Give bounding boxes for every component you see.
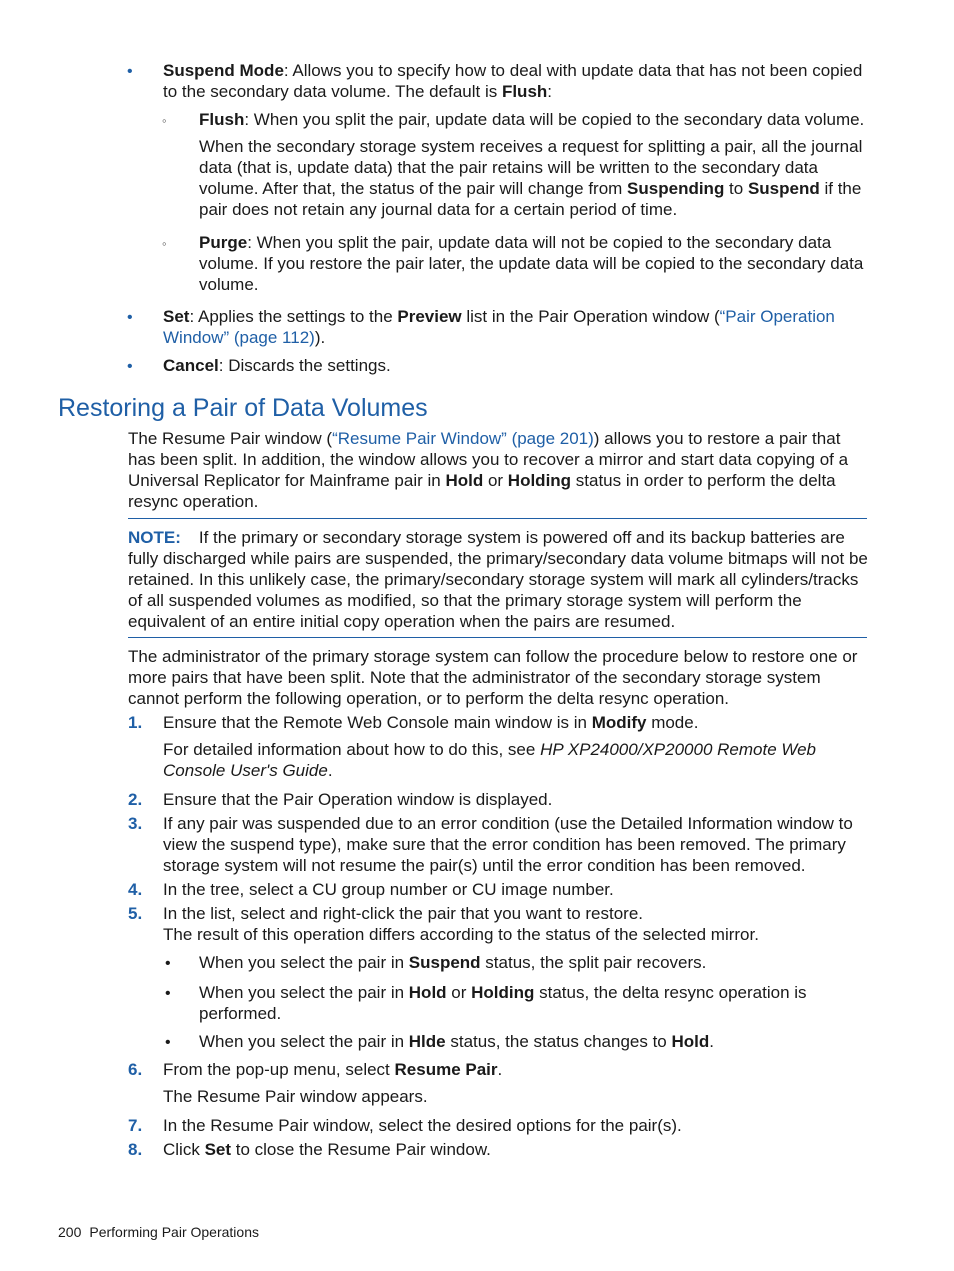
bullet-icon: • (127, 309, 133, 326)
cancel-item: Cancel: Discards the settings. (163, 356, 391, 375)
note-top-rule (128, 518, 867, 519)
step-4: In the tree, select a CU group number or CU image number. (163, 880, 614, 899)
flush-detail: When the secondary storage system receives a request for splitting a pair, all the journal data (that is, update data) that the pair retains will be written to the secondary data volume. After that, the status of the pair will change from Suspending to Suspend if the pair does not retain any journal data for a certain period of time. (199, 137, 863, 219)
procedure-intro: The administrator of the primary storage system can follow the procedure below to restore one or more pairs that have been split. Note that the administrator of the secondary storage system cannot perform the following operation, or to perform the delta resync operation. (128, 647, 858, 708)
circle-bullet-icon: ◦ (162, 113, 167, 128)
step-1-detail: For detailed information about how to do this, see HP XP24000/XP20000 Remote Web Console User's Guide. (163, 740, 817, 780)
set-item: Set: Applies the settings to the Preview list in the Pair Operation window (“Pair Operation Window” (page 112)). (163, 307, 835, 347)
term-suspend-mode: Suspend Mode (163, 61, 284, 80)
step-5-detail: The result of this operation differs according to the status of the selected mirror. (163, 925, 759, 944)
step-number: 5. (128, 904, 143, 923)
bullet-icon: • (165, 955, 171, 972)
step-number: 7. (128, 1116, 143, 1135)
bullet-icon: • (165, 1034, 171, 1051)
flush-item: Flush: When you split the pair, update data will be copied to the secondary data volume. (199, 110, 865, 129)
footer-section-name: Performing Pair Operations (89, 1224, 259, 1240)
page-footer (58, 1223, 259, 1241)
step-2: Ensure that the Pair Operation window is displayed. (163, 790, 553, 809)
guide-title: HP XP24000/XP20000 Remote Web Console User's Guide (163, 740, 817, 780)
link-resume-pair-window[interactable]: “Resume Pair Window” (page 201) (332, 429, 594, 448)
step-number: 1. (128, 713, 143, 732)
step-5: In the list, select and right-click the pair that you want to restore. (163, 904, 644, 923)
link-pair-operation-window[interactable]: “Pair Operation Window” (page 112) (163, 307, 835, 347)
step-7: In the Resume Pair window, select the desired options for the pair(s). (163, 1116, 682, 1135)
step-5-bullet-suspend: When you select the pair in Suspend status, the split pair recovers. (199, 953, 707, 972)
step-number: 8. (128, 1140, 143, 1159)
step-3: If any pair was suspended due to an error condition (use the Detailed Information window to view the suspend type), make sure that the error condition has been removed. The primary storage system will not resume the pair(s) until the error condition has been removed. (163, 814, 853, 875)
bullet-icon: • (127, 358, 133, 375)
step-number: 2. (128, 790, 143, 809)
note: NOTE: If the primary or secondary storage system is powered off and its backup batteries are fully discharged while pairs are suspended, the primary/secondary data volume bitmaps will not be retained. In this unlikely case, the primary/secondary storage system will mark all cylinders/tracks of all suspended volumes as modified, so that the primary storage system will perform the equivalent of an entire initial copy operation when the pairs are resumed. (128, 528, 868, 631)
step-1: Ensure that the Remote Web Console main window is in Modify mode. (163, 713, 699, 732)
section-title: Restoring a Pair of Data Volumes (58, 394, 428, 422)
step-5-bullet-hlde: When you select the pair in Hlde status, the status changes to Hold. (199, 1032, 714, 1051)
step-number: 3. (128, 814, 143, 833)
step-number: 4. (128, 880, 143, 899)
step-5-bullet-hold: When you select the pair in Hold or Holding status, the delta resync operation is performed. (199, 983, 807, 1023)
step-6-detail: The Resume Pair window appears. (163, 1087, 428, 1106)
purge-item: Purge: When you split the pair, update data will not be copied to the secondary data volume. If you restore the pair later, the update data will be copied to the secondary data volume. (199, 233, 864, 294)
step-6: From the pop-up menu, select Resume Pair. (163, 1060, 503, 1079)
suspend-mode-item: Suspend Mode: Allows you to specify how to deal with update data that has not been copied to the secondary data volume. The default is Flush: (163, 61, 863, 101)
section-intro: The Resume Pair window (“Resume Pair Window” (page 201)) allows you to restore a pair that has been split. In addition, the window allows you to recover a mirror and start data copying of a Universal Replicator for Mainframe pair in Hold or Holding status in order to perform the delta resync operation. (128, 429, 849, 511)
page-number: 200 (58, 1224, 82, 1240)
note-label: NOTE: (128, 528, 181, 547)
step-8: Click Set to close the Resume Pair window. (163, 1140, 491, 1159)
circle-bullet-icon: ◦ (162, 236, 167, 251)
bullet-icon: • (127, 63, 133, 80)
step-number: 6. (128, 1060, 143, 1079)
note-bottom-rule (128, 637, 867, 638)
bullet-icon: • (165, 985, 171, 1002)
